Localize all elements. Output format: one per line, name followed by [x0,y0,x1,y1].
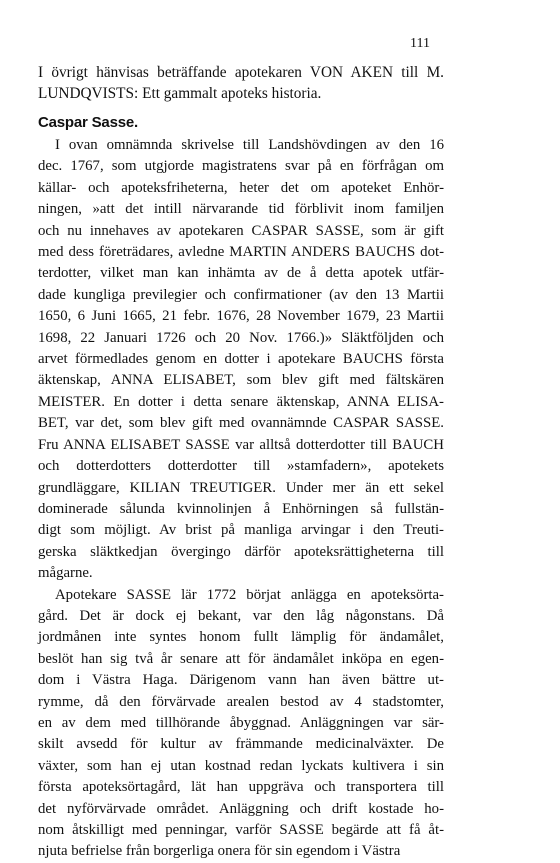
text-line: dom i Västra Haga. Därigenom vann han även bättre ut- [38,672,444,689]
text-line: BET, var det, som blev gift med ovannämnde CASPAR SASSE. [38,415,444,432]
text-line: dec. 1767, som utgjorde magistratens svar på en förfrågan om [38,158,444,175]
text-line: njuta befrielse från borgerliga onera för sin egendom i Västra [38,843,401,860]
text-line: LUNDQVISTS: Ett gammalt apoteks historia. [38,85,322,103]
text-line: och nu innehaves av apotekaren CASPAR SASSE, som är gift [38,222,444,239]
text-line: terdotter, vilket man kan inhämta av de å detta apotek utfär- [38,265,444,282]
text-line: arvet förmedlades genom en dotter i apotekare BAUCHS första [38,351,444,368]
text-line: ningen, »att det intill närvarande tid förblivit inom familjen [38,201,444,218]
body-text [38,135,444,863]
page-number: 111 [410,36,430,51]
text-line: mågarne. [38,565,93,582]
text-line: I ovan omnämnda skrivelse till Landshövdingen av den 16 [55,137,444,153]
text-line: äktenskap, ANNA ELISABET, som blev gift med fältskären [38,372,444,389]
text-line: rymme, då den förvärvade arealen bestod av 4 stadstomter, [38,693,444,710]
text-line: skilt avsedd för kultur av främmande medicinalväxter. De [38,736,444,753]
text-line: en av dem med tillhörande åbyggnad. Anläggningen var sär- [38,714,444,731]
text-line: 1650, 6 Juni 1665, 21 febr. 1676, 28 November 1679, 23 Martii [38,308,444,325]
text-line: I övrigt hänvisas beträffande apotekaren VON AKEN till M. [38,64,444,81]
text-line: grundläggare, KILIAN TREUTIGER. Under mer än ett sekel [38,479,444,496]
text-line: första apoteksörtagård, lät han uppgräva och transportera till [38,779,444,796]
text-line: dade kungliga previlegier och confirmationer (av den 13 Martii [38,286,444,303]
text-line: dominerade sålunda kvinnolinjen å Enhörningen så fullstän- [38,500,444,517]
text-line: källar- och apoteksfriheterna, heter det om apoteket Enhör- [38,179,444,196]
text-line: jordmånen inte syntes honom fullt lämplig för ändamålet, [38,629,444,646]
text-line: beslöt han sig två år senare att för ändamålet inköpa en egen- [38,650,444,667]
text-line: Apotekare SASSE lär 1772 börjat anlägga en apoteksörta- [55,586,444,603]
text-line: nom åtskilligt med penningar, varför SASSE begärde att få åt- [38,822,444,838]
text-line: MEISTER. En dotter i detta senare äktenskap, ANNA ELISA- [38,393,444,410]
text-line: gård. Det är dock ej bekant, var den låg någonstans. Då [38,607,444,624]
text-line: växter, som han ej utan kostnad redan lyckats kultivera i sin [38,757,444,774]
intro-paragraph [38,62,444,105]
text-line: 1698, 22 Januari 1726 och 20 Nov. 1766.)» Släktföljden och [38,329,444,346]
text-line: gerska släktkedjan övergingo därför apoteksrättigheterna till [38,543,444,560]
text-line: och dotterdotters dotterdotter till »stamfadern», apotekets [38,458,444,475]
text-line: Fru ANNA ELISABET SASSE var alltså dotterdotter till BAUCH [38,436,444,453]
text-line: det nyförvärvade området. Anläggning och drift kostade ho- [38,800,444,817]
text-line: med dess företrädares, avledne MARTIN ANDERS BAUCHS dot- [38,244,444,261]
section-heading: Caspar Sasse. [38,114,138,131]
text-line: digt som möjligt. Av brist på manliga arvingar i den Treuti- [38,522,444,539]
